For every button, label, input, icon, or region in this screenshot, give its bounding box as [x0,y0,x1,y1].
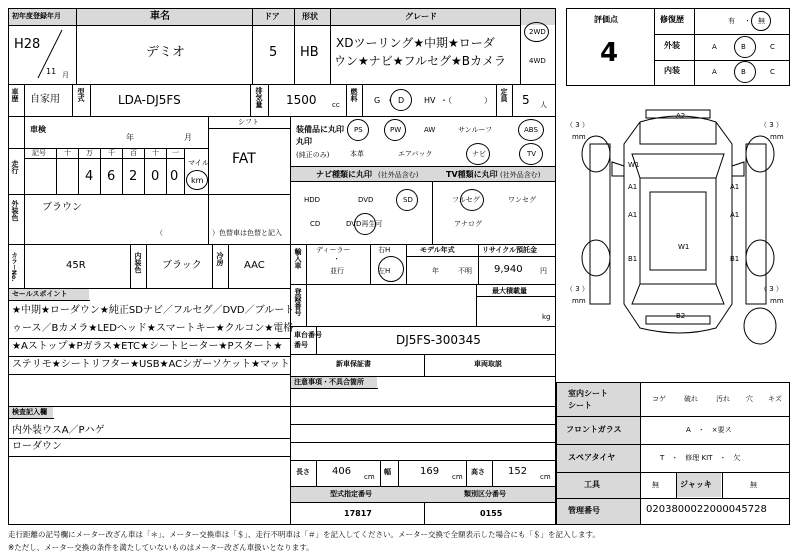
interior-seat-label-2: シート [568,401,592,410]
seat-item-ana: 穴 [746,395,753,403]
repair-no: 無 [758,17,765,25]
equip-ps-circle [347,119,369,141]
displacement-label: 排気量 [255,87,263,108]
equipment-sublabel: (純正のみ) [296,151,330,159]
color-no-value: 45R [66,260,86,271]
color-value: ブラウン [42,202,82,213]
diagram-bracket-bl: （ 3 ） [566,285,589,293]
inspection-year-unit: 年 [126,133,134,142]
drive-4wd: 4WD [529,57,546,65]
mileage-unit-0: 十 [64,149,71,157]
recycle-label: リサイクル預託金 [482,246,538,254]
recycle-value: 9,940 [494,264,523,275]
diagram-mark-a1-right-2: A1 [730,211,740,219]
grade-label: グレード [405,12,437,21]
tv-oneseg: ワンセグ [508,196,536,204]
manual-label: 車両取説 [474,360,502,368]
new-car-warranty-label: 新車保証書 [336,360,371,368]
navi-label: ナビ種類に丸印 [316,170,372,179]
length-unit: cm [364,473,375,481]
inspector-line-1: 内外装ウスA／Pハゲ [12,425,105,436]
exterior-c: C [770,43,775,51]
sales-points-label: セールスポイント [12,290,68,298]
equip-abs-circle [518,119,544,141]
equip-navi-circle [466,143,490,165]
spare-value: T ・ 修理 KIT ・ 欠 [660,454,741,462]
diagram-bracket-tr: （ 3 ） [760,121,783,129]
equip-tv-circle [519,143,543,165]
usage-label: 車歴 [11,88,19,102]
mileage-code-label: 記号 [32,149,46,157]
diagram-bracket-br: （ 3 ） [760,285,783,293]
repair-yes: 有 [728,17,735,25]
model-year-value: 不明 [458,267,472,275]
notes-label: 注意事項・不具合箇所 [294,378,364,386]
mileage-digit-4: 0 [151,169,160,184]
import-dealer: ディーラー [316,246,351,254]
tools-value: 無 [652,481,659,489]
fuel-hv: HV [424,96,436,105]
diagram-mark-w1-rear: W1 [678,243,690,251]
height-label: 高さ [471,468,485,476]
mileage-unit-4: 十 [152,149,159,157]
grade-line1: XDツーリング★中期★ローダ [336,36,495,50]
sales-line-3: ★Aストップ★Pガラス★ETC★シートヒーター★Pスタート★ [12,341,283,352]
equipment-label-line2: 丸印 [296,137,312,146]
model-value: LDA-DJ5FS [118,93,181,107]
chassis-value: DJ5FS-300345 [396,333,481,347]
doors-value: 5 [269,45,278,60]
interior-color-label: 内装色 [134,252,142,273]
management-label: 管理番号 [568,506,600,515]
repair-label: 修復歴 [660,15,684,24]
equipment-label: 装備品に丸印 [296,125,344,134]
score-label: 評価点 [594,15,618,24]
interior-label: 内装 [664,66,680,75]
capacity-unit: 人 [540,101,547,109]
navi-sd: SD [403,196,413,204]
shape-label: 形状 [302,12,318,21]
shift-label: シフト [238,118,259,126]
sales-line-1: ★中期★ローダウン★純正SDナビ／フルセグ／DVD／ブルート [12,305,295,316]
chassis-label-2: 番号 [294,341,308,349]
interior-b: B [741,68,746,76]
max-load-unit: kg [542,313,551,321]
inspector-line-2: ローダウン [12,441,62,452]
mile-label: マイル [188,159,209,167]
interior-seat-label: 室内シート [568,389,608,398]
fuel-d-circle [390,89,412,111]
drive-2wd: 2WD [529,28,546,36]
displacement-value: 1500 [286,93,317,107]
type-number-value: 17817 [344,509,372,518]
class-number-value: 0155 [480,509,503,518]
height-value: 152 [508,466,528,477]
width-value: 169 [420,466,440,477]
mileage-unit-2: 千 [108,149,115,157]
max-load-label: 最大積載量 [492,287,527,295]
fuel-d: D [398,96,405,105]
fuel-label: 燃料 [350,88,358,102]
mileage-unit-5: 一 [172,149,179,157]
import-dot2: ・ [381,255,388,263]
spare-label: スペアタイヤ [568,453,616,462]
capacity-label: 定員 [500,88,508,102]
class-number-label: 類別区分番号 [464,490,506,498]
car-name-label: 車名 [150,11,170,22]
km-circle [186,170,208,190]
tv-label-note: (社外品含む) [500,171,541,179]
import-right-h: 右H [378,246,391,254]
import-dot1: ・ [333,255,340,263]
diagram-mark-a1-right-1: A1 [730,183,740,191]
equip-abs: ABS [524,126,538,134]
recycle-unit: 円 [540,267,547,275]
diagram-mm-tl: mm [572,133,586,141]
equip-tv: TV [527,150,537,158]
diagram-mark-w1-front: W1 [628,161,640,169]
exterior-label: 外装 [664,41,680,50]
interior-color-value: ブラック [162,260,202,271]
import-right-h-circle [378,256,404,282]
ac-value: AAC [244,260,265,271]
length-value: 406 [332,466,352,477]
inspection-month-unit: 月 [184,133,192,142]
diagram-mark-a2: A2 [676,112,686,120]
car-name: デミオ [146,45,186,60]
exterior-a: A [712,43,717,51]
seat-item-yogore: 汚れ [716,395,730,403]
diagram-mm-bl: mm [572,297,586,305]
chassis-label: 車台番号 [294,331,322,339]
tv-analog: アナログ [454,220,482,228]
diagram-mark-b2: B2 [676,312,686,320]
exterior-b: B [741,43,746,51]
navi-cd: CD [310,220,321,228]
first-reg-month-unit: 月 [62,71,69,79]
height-unit: cm [540,473,551,481]
navi-sd-circle [396,189,418,211]
mileage-digit-5: 0 [170,169,179,184]
footer-line-1: 走行距離の記号欄にメーター改ざん車は「＊」、メーター交換車は「＄」、走行不明車は「＃」を記入してください。メーター交換で全額表示した場合にも「＄」を記入します。 [8,530,600,539]
navi-hdd: HDD [304,196,321,204]
diagram-mark-a1-left-2: A1 [628,211,638,219]
equip-airbag: エアバック [398,150,433,158]
navi-label-note: (社外品含む) [378,171,419,179]
model-label: 型式 [77,88,85,102]
mileage-digit-3: 2 [129,169,138,184]
navi-dvd-play: DVD再生可 [346,220,383,228]
repair-no-circle [751,11,771,31]
model-year-year: 年 [432,267,439,275]
fuel-g: G [374,96,381,105]
diagram-mark-b1-right: B1 [730,255,740,263]
width-label: 幅 [384,468,391,476]
displacement-unit: cc [332,101,340,109]
width-unit: cm [452,473,463,481]
row1-header-band [9,9,555,25]
ac-label: 冷房 [216,252,224,266]
management-value: 0203800022000045728 [646,504,767,515]
shift-value: FAT [232,151,256,167]
tv-label: TV種類に丸印 [446,170,498,179]
inspection-label: 車検 [30,125,46,134]
footer-line-2: ※ただし、メーター交換の条件を満たしていないものはメーター改ざん車扱いとなります。 [8,543,314,552]
tv-fullseg-circle [460,189,484,211]
color-note: （ ）色替車は色替と記入 [156,229,282,237]
import-label: 輸入車 [294,248,302,269]
equip-sunroof: サンルーフ [458,126,493,134]
fuel-paren: ・（ ） [440,96,492,105]
model-year-label: モデル年式 [420,246,455,254]
equip-navi: ナビ [472,150,486,158]
equip-pw: PW [390,126,402,134]
diagram-mm-tr: mm [770,133,784,141]
navi-dvd-play-circle [354,213,376,235]
windshield-value: A ・ ×要ス [686,426,732,434]
exterior-b-circle [734,36,756,58]
tv-fullseg: フルセグ [452,196,480,204]
shape-value: HB [300,45,319,60]
mileage-label: 走行 [11,160,19,174]
color-no-label: カラーNo. [10,252,17,282]
color-label: 外装色 [11,200,19,221]
equip-pw-circle [384,119,406,141]
seat-item-yabure: 破れ [684,395,698,403]
registration-label: 登録番号 [294,288,302,316]
km-label: km [191,176,204,185]
interior-a: A [712,68,717,76]
length-label: 長さ [296,468,310,476]
repair-dot: ・ [744,17,751,25]
fuel-dot1: ・ [386,96,394,105]
car-diagram [560,104,792,372]
diagram-mm-br: mm [770,297,784,305]
mileage-digit-1: 4 [85,169,94,184]
seat-item-koge: コゲ [652,395,666,403]
equip-ps: PS [354,126,363,134]
jack-value: 無 [750,481,757,489]
interior-b-circle [734,61,756,83]
jack-label: ジャッキ [680,480,712,489]
import-left-h: 左H [378,267,391,275]
first-reg-era: H28 [14,37,41,52]
type-number-label: 型式指定番号 [330,490,372,498]
first-reg-month: 11 [46,67,57,76]
windshield-label: フロントガラス [566,425,622,434]
inspector-label: 検査記入欄 [12,408,47,416]
diagram-bracket-tl: （ 3 ） [566,121,589,129]
drive-2wd-circle [524,22,549,42]
capacity-value: 5 [522,93,530,107]
usage-value: 自家用 [30,94,60,105]
equip-aw: AW [424,126,436,134]
score-value: 4 [600,38,619,68]
mileage-digit-2: 6 [107,169,116,184]
sales-line-4: ステリモ★シートリフター★USB★ACシガーソケット★マット [12,359,290,370]
tools-label: 工具 [584,480,600,489]
first-reg-label: 初年度登録年月 [12,12,61,20]
sales-line-2: ゥース／Bカメラ★LEDヘッド★スマートキー★クルコン★電格 [12,323,294,334]
mileage-unit-3: 百 [130,149,137,157]
diagram-mark-b1-left: B1 [628,255,638,263]
navi-dvd: DVD [358,196,374,204]
diagram-mark-a1-left-1: A1 [628,183,638,191]
doors-label: ドア [264,12,280,21]
seat-item-kizu: キズ [768,395,782,403]
mileage-unit-1: 万 [86,149,93,157]
interior-c: C [770,68,775,76]
grade-line2: ウン★ナビ★フルセグ★Bカメラ [334,54,507,68]
import-parallel: 並行 [330,267,344,275]
equip-leather: 本革 [350,150,364,158]
